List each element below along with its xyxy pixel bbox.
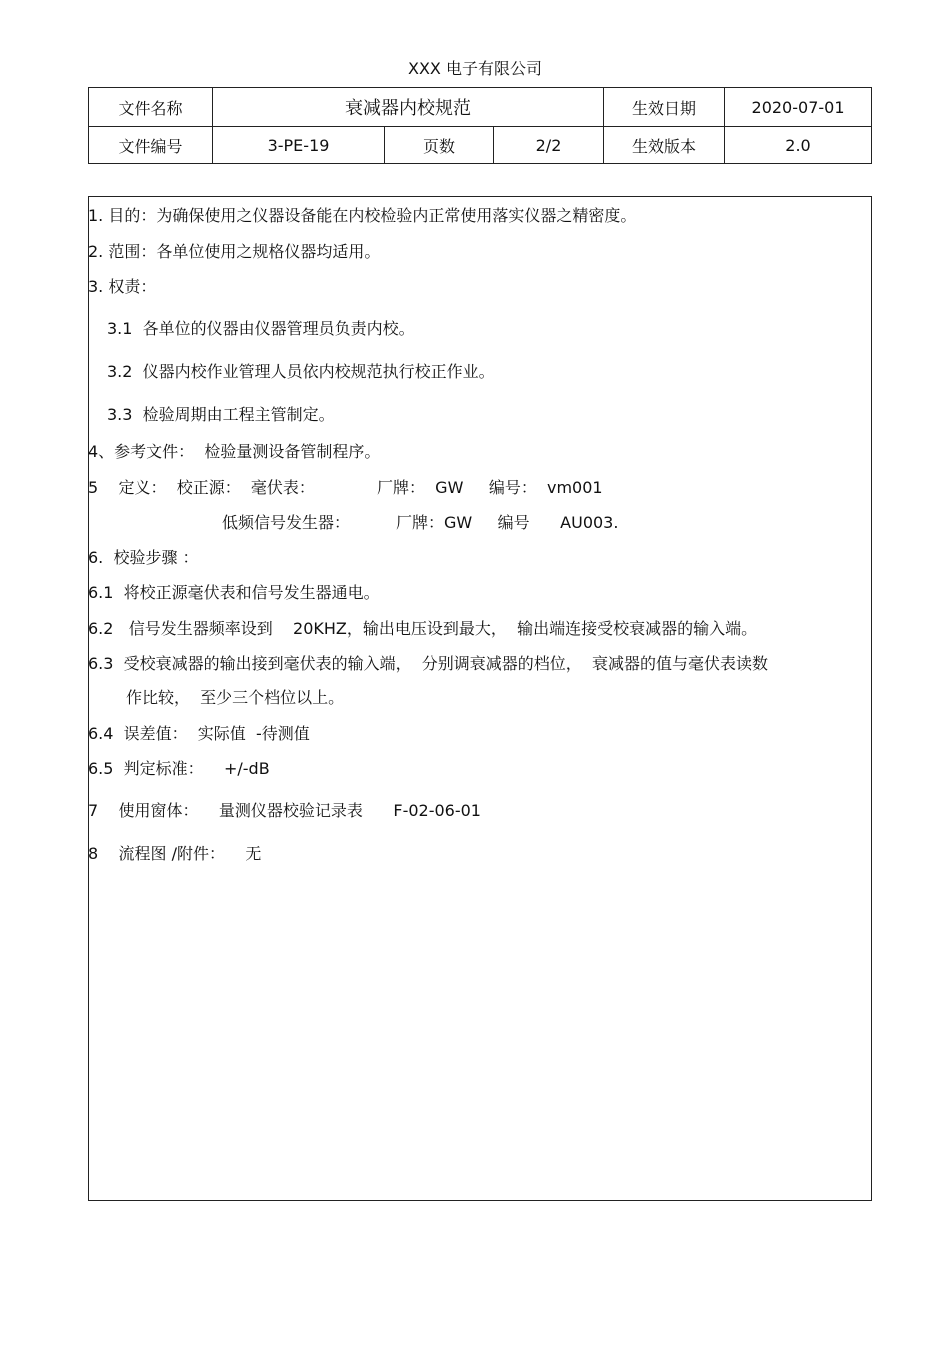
line-references: 4、参考文件： 检验量测设备管制程序。 [88,442,381,461]
line-step-6-5: 6.5 判定标准： +/-dB [88,759,270,778]
effective-date: 2020-07-01 [725,88,872,127]
line-responsibility-3-1: 3.1 各单位的仪器由仪器管理员负责内校。 [107,319,415,338]
line-definition-generator: 低频信号发生器： [222,513,351,532]
line-step-6-3-cont: 作比较， 至少三个档位以上。 [126,688,345,707]
line-definition: 5 定义： 校正源： 毫伏表： [88,478,315,497]
line-steps: 6. 校验步骤 ： [88,548,199,567]
line-step-6-1: 6.1 将校正源毫伏表和信号发生器通电。 [88,583,380,602]
doc-name-label: 文件名称 [89,88,213,127]
line-definition-generator-brand: 厂牌：GW 编号 AU003. [396,513,619,532]
line-responsibility-3-2: 3.2 仪器内校作业管理人员依内校规范执行校正作业。 [107,362,495,381]
line-responsibility-3-3: 3.3 检验周期由工程主管制定。 [107,405,335,424]
line-definition-millivoltmeter: 厂牌： GW 编号： vm001 [377,478,603,497]
version: 2.0 [725,127,872,164]
doc-no-label: 文件编号 [89,127,213,164]
line-step-6-2: 6.2 信号发生器频率设到 20KHZ，输出电压设到最大， 输出端连接受校衰减器的输入端。 [88,619,758,638]
company-name: XXX 电子有限公司 [408,59,542,78]
line-scope: 2. 范围：各单位使用之规格仪器均适用。 [88,242,381,261]
document-header-table [88,87,872,164]
line-responsibility: 3. 权责： [88,277,157,296]
pages-label: 页数 [385,127,494,164]
line-step-6-3: 6.3 受校衰减器的输出接到毫伏表的输入端， 分别调衰减器的档位， 衰减器的值与毫伏表读数 [88,654,768,673]
version-label: 生效版本 [604,127,725,164]
line-attachments: 8 流程图 /附件： 无 [88,844,262,863]
doc-no: 3-PE-19 [213,127,385,164]
line-forms: 7 使用窗体： 量测仪器校验记录表 F-02-06-01 [88,801,481,820]
pages: 2/2 [494,127,604,164]
line-step-6-4: 6.4 误差值： 实际值 -待测值 [88,724,310,743]
effective-date-label: 生效日期 [604,88,725,127]
doc-name: 衰减器内校规范 [213,88,604,127]
line-purpose: 1. 目的：为确保使用之仪器设备能在内校检验内正常使用落实仪器之精密度。 [88,206,637,225]
